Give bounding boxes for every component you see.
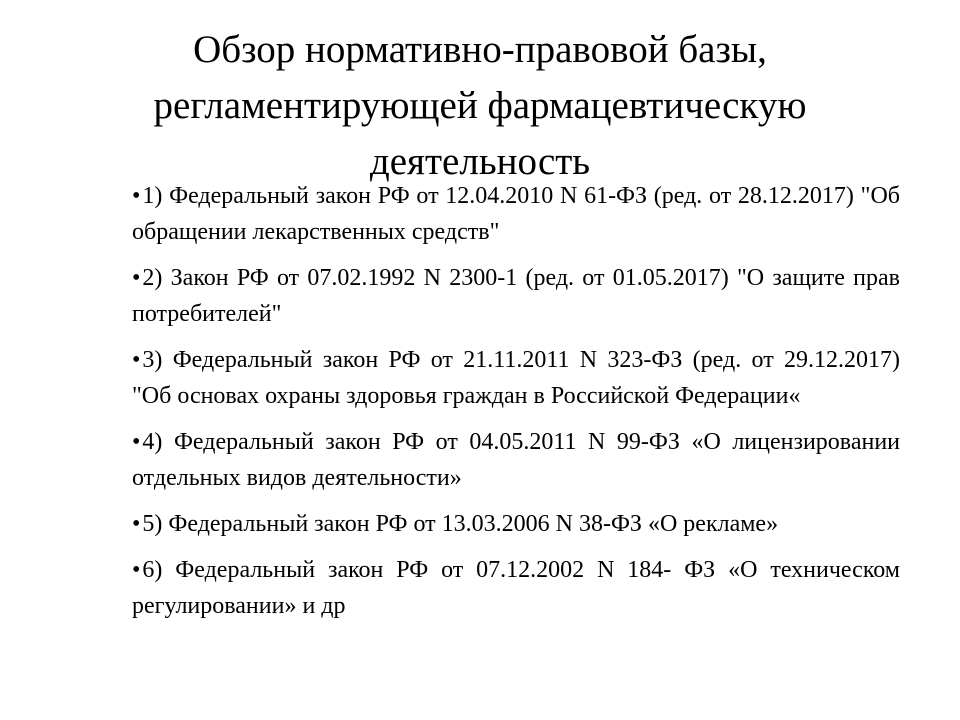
- list-item-text: 1) Федеральный закон РФ от 12.04.2010 N 61-ФЗ (ред. от 28.12.2017) "Об обращении лекарственных средств": [132, 183, 900, 245]
- list-item-text: 6) Федеральный закон РФ от 07.12.2002 N 184- ФЗ «О техническом регулировании» и др: [132, 557, 900, 619]
- list-item: [132, 260, 900, 332]
- law-list: [132, 178, 900, 634]
- title-line-2: регламентирующей фармацевтическую: [153, 84, 807, 127]
- bullet-icon: •: [132, 347, 141, 373]
- bullet-icon: •: [132, 429, 141, 455]
- bullet-icon: •: [132, 265, 141, 291]
- list-item: [132, 552, 900, 624]
- title-line-1: Обзор нормативно-правовой базы,: [193, 28, 767, 71]
- bullet-icon: •: [132, 511, 141, 537]
- bullet-icon: •: [132, 557, 141, 583]
- bullet-icon: •: [132, 183, 141, 209]
- list-item-text: 2) Закон РФ от 07.02.1992 N 2300-1 (ред. от 01.05.2017) "О защите прав потребителей": [132, 265, 900, 327]
- list-item-text: 4) Федеральный закон РФ от 04.05.2011 N 99-ФЗ «О лицензировании отдельных видов деятельности»: [132, 429, 900, 491]
- slide-title: [90, 22, 870, 190]
- title-line-3: деятельность: [369, 140, 591, 183]
- list-item: [132, 342, 900, 414]
- list-item: [132, 178, 900, 250]
- list-item-text: 3) Федеральный закон РФ от 21.11.2011 N 323-ФЗ (ред. от 29.12.2017) "Об основах охраны здоровья граждан в Российской Федерации«: [132, 347, 900, 409]
- list-item-text: 5) Федеральный закон РФ от 13.03.2006 N 38-ФЗ «О рекламе»: [142, 511, 779, 537]
- list-item: [132, 506, 900, 542]
- list-item: [132, 424, 900, 496]
